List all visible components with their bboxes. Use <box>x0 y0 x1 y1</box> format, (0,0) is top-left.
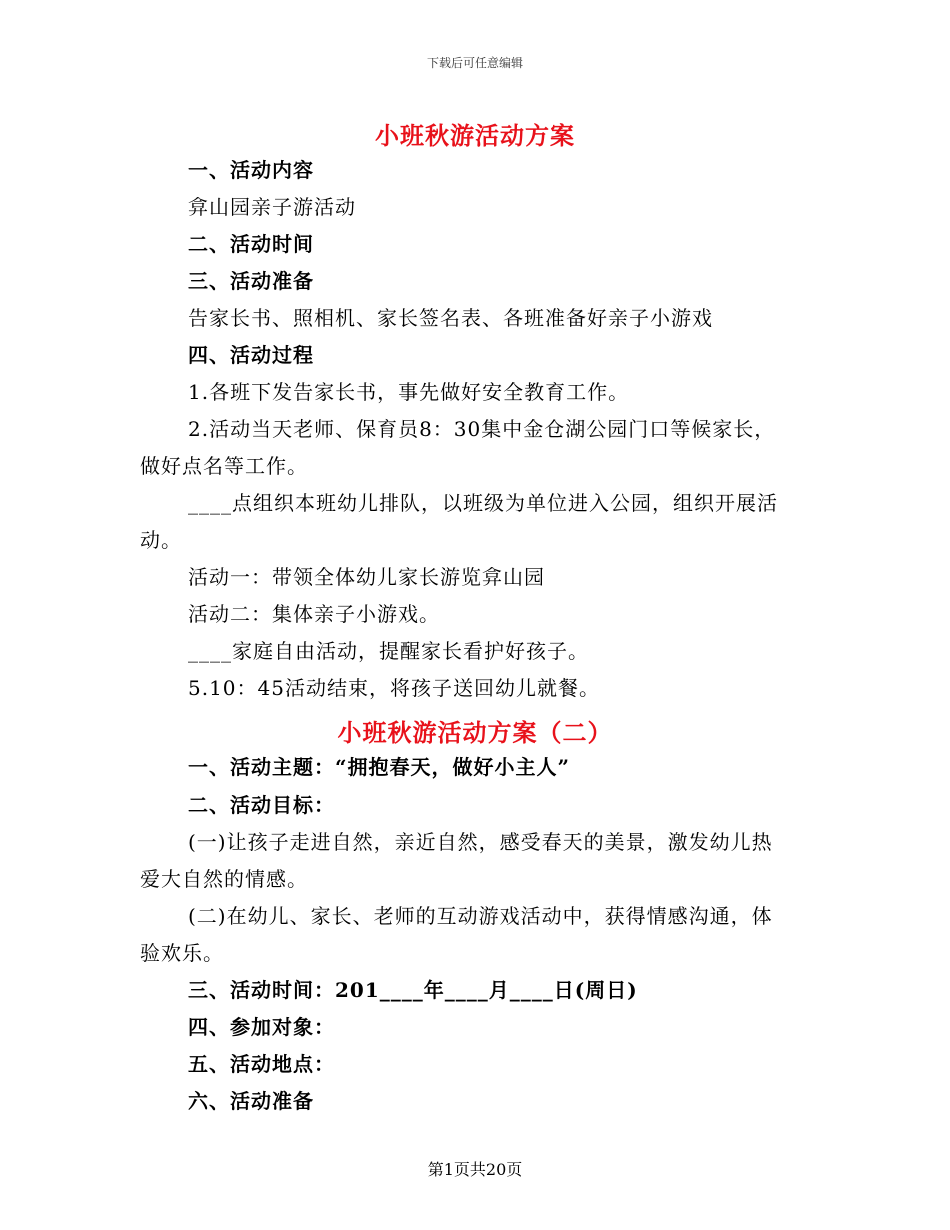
section-heading: 一、活动内容 <box>188 158 314 182</box>
paragraph-line: 活动一：带领全体幼儿家长游览弇山园 <box>188 565 545 589</box>
document-title: 小班秋游活动方案 <box>375 121 575 150</box>
paragraph-line: 爱大自然的情感。 <box>140 867 308 891</box>
document-title-2: 小班秋游活动方案（二） <box>337 718 613 747</box>
paragraph-line: 告家长书、照相机、家长签名表、各班准备好亲子小游戏 <box>188 306 713 330</box>
paragraph-line: 弇山园亲子游活动 <box>188 195 356 219</box>
section-heading: 一、活动主题：“拥抱春天，做好小主人” <box>188 755 571 779</box>
section-heading: 四、参加对象： <box>188 1015 335 1039</box>
paragraph-line: 动。 <box>140 528 182 552</box>
header-note: 下载后可任意编辑 <box>426 56 523 70</box>
page-number: 第1页共20页 <box>427 1160 523 1179</box>
section-heading: 五、活动地点： <box>188 1052 335 1076</box>
paragraph-line: ____点组织本班幼儿排队，以班级为单位进入公园，组织开展活 <box>188 491 778 515</box>
paragraph-line: 做好点名等工作。 <box>140 454 308 478</box>
paragraph-line: (一)让孩子走进自然，亲近自然，感受春天的美景，激发幼儿热 <box>188 830 773 854</box>
paragraph-line: 验欢乐。 <box>140 941 224 965</box>
paragraph-line: (二)在幼儿、家长、老师的互动游戏活动中，获得情感沟通，体 <box>188 904 773 928</box>
section-heading: 六、活动准备 <box>188 1089 314 1113</box>
section-heading: 二、活动目标： <box>188 793 335 817</box>
paragraph-line: 2.活动当天老师、保育员8：30集中金仓湖公园门口等候家长， <box>188 417 776 441</box>
section-heading: 四、活动过程 <box>188 343 314 367</box>
section-heading: 三、活动准备 <box>188 269 314 293</box>
section-heading: 二、活动时间 <box>188 232 314 256</box>
paragraph-line: 5.10：45活动结束，将孩子送回幼儿就餐。 <box>188 676 600 700</box>
section-heading: 三、活动时间：201____年____月____日(周日) <box>188 978 638 1002</box>
paragraph-line: 活动二：集体亲子小游戏。 <box>188 602 440 626</box>
paragraph-line: ____家庭自由活动，提醒家长看护好孩子。 <box>188 639 589 663</box>
paragraph-line: 1.各班下发告家长书，事先做好安全教育工作。 <box>188 380 630 404</box>
